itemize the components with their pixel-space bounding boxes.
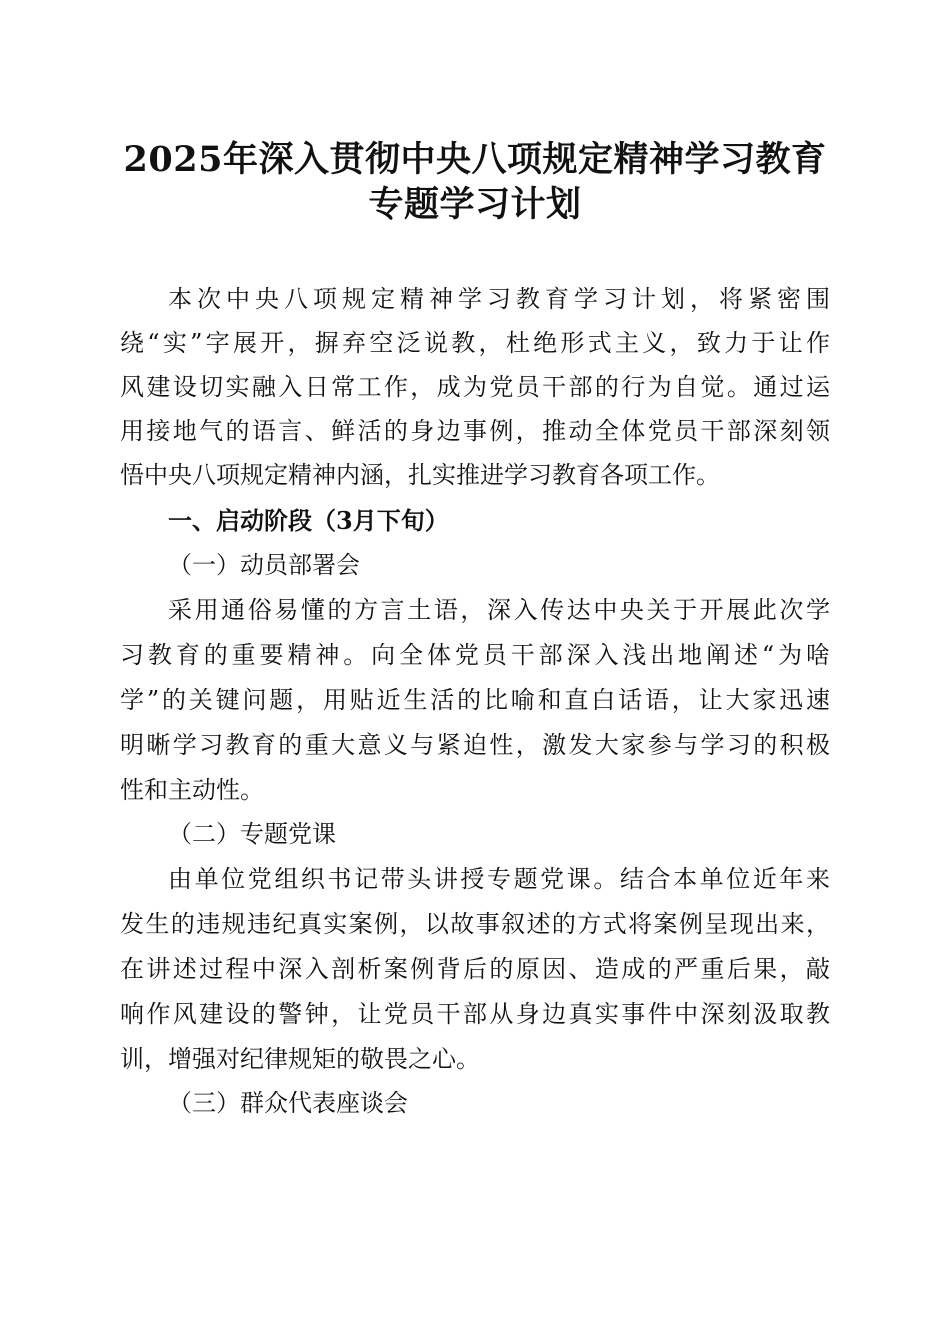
paragraph-line: 习教育的重要精神。向全体党员干部深入浅出地阐述“为啥 — [120, 641, 830, 669]
intro-paragraph-line: 绕“实”字展开，摒弃空泛说教，杜绝形式主义，致力于让作 — [120, 329, 830, 357]
paragraph-line: 性和主动性。 — [120, 776, 264, 804]
paragraph-line: 采用通俗易懂的方言土语，深入传达中央关于开展此次学 — [168, 596, 830, 624]
paragraph-line: 响作风建设的警钟，让党员干部从身边真实事件中深刻汲取教 — [120, 1000, 830, 1028]
paragraph-line: 由单位党组织书记带头讲授专题党课。结合本单位近年来 — [168, 865, 830, 893]
paragraph-line: 明晰学习教育的重大意义与紧迫性，激发大家参与学习的积极 — [120, 731, 830, 759]
subsection-heading-party-lecture: （二）专题党课 — [168, 820, 336, 848]
intro-paragraph-line: 风建设切实融入日常工作，成为党员干部的行为自觉。通过运 — [120, 373, 830, 401]
section-heading-stage-1: 一、启动阶段（3月下旬） — [168, 506, 449, 535]
paragraph-line: 训，增强对纪律规矩的敬畏之心。 — [120, 1045, 480, 1073]
document-title-line-1: 2025年深入贯彻中央八项规定精神学习教育 — [123, 139, 827, 180]
intro-paragraph-line: 悟中央八项规定精神内涵，扎实推进学习教育各项工作。 — [120, 461, 720, 489]
paragraph-line: 学”的关键问题，用贴近生活的比喻和直白话语，让大家迅速 — [120, 686, 830, 714]
intro-paragraph-line: 用接地气的语言、鲜活的身边事例，推动全体党员干部深刻领 — [120, 417, 830, 445]
intro-paragraph-line: 本次中央八项规定精神学习教育学习计划，将紧密围 — [168, 285, 830, 313]
subsection-heading-forum: （三）群众代表座谈会 — [168, 1089, 408, 1117]
paragraph-line: 在讲述过程中深入剖析案例背后的原因、造成的严重后果，敲 — [120, 955, 830, 983]
document-title-line-2: 专题学习计划 — [368, 184, 582, 225]
paragraph-line: 发生的违规违纪真实案例，以故事叙述的方式将案例呈现出来， — [120, 910, 830, 938]
subsection-heading-mobilization: （一）动员部署会 — [168, 551, 360, 579]
